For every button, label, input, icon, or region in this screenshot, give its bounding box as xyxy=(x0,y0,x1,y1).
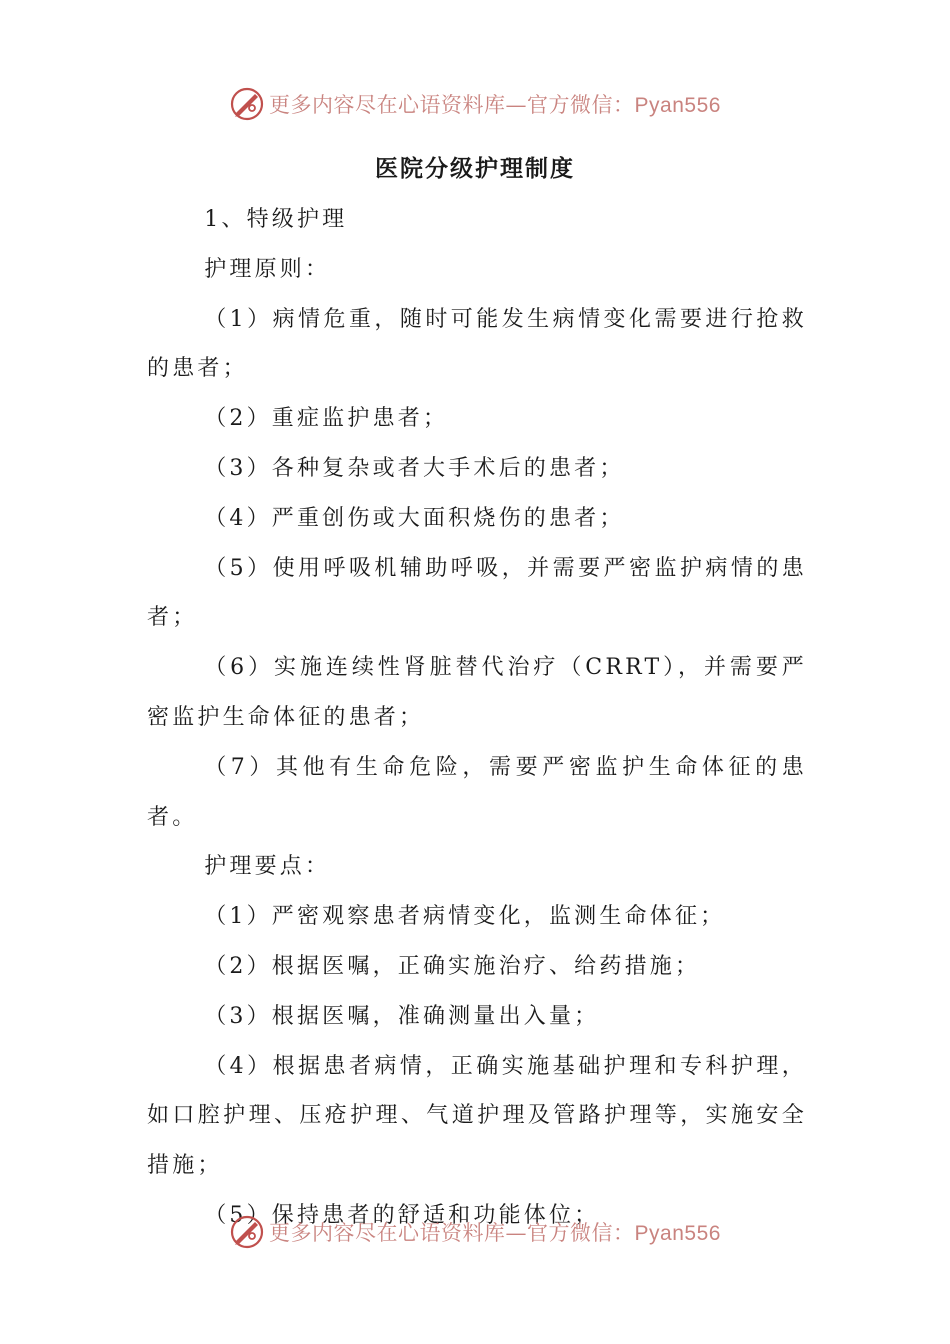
key-point-item: （2）根据医嘱，正确实施治疗、给药措施； xyxy=(204,953,701,979)
section-heading: 1、特级护理 xyxy=(204,207,348,232)
pen-logo-icon xyxy=(229,86,265,122)
wechat-id: Pyan556 xyxy=(634,1222,721,1245)
footer-banner xyxy=(0,1212,950,1252)
key-point-item: （3）根据医嘱，准确测量出入量； xyxy=(204,1003,600,1029)
document-body xyxy=(147,195,807,1241)
principle-item: （5）使用呼吸机辅助呼吸，并需要严密监护病情的患者； xyxy=(147,555,807,631)
principle-item: （3）各种复杂或者大手术后的患者； xyxy=(204,455,625,481)
pen-logo-icon xyxy=(229,1214,265,1250)
subheading-principles: 护理原则： xyxy=(204,256,331,282)
document-title: 医院分级护理制度 xyxy=(375,156,575,182)
principle-item: （4）严重创伤或大面积烧伤的患者； xyxy=(204,505,625,531)
subheading-key-points: 护理要点： xyxy=(204,854,331,880)
key-point-item: （1）严密观察患者病情变化，监测生命体征； xyxy=(204,904,726,930)
header-banner xyxy=(0,84,950,124)
principle-item: （1）病情危重，随时可能发生病情变化需要进行抢救的患者； xyxy=(147,306,807,382)
banner-text: 更多内容尽在心语资料库—官方微信：Pyan556 xyxy=(269,1221,721,1245)
key-point-item: （4）根据患者病情，正确实施基础护理和专科护理，如口腔护理、压疮护理、气道护理及管路护理等，实施安全措施； xyxy=(147,1053,807,1179)
wechat-id: Pyan556 xyxy=(634,94,721,117)
key-point-item: （5）保持患者的舒适和功能体位； xyxy=(204,1202,600,1228)
principle-item: （7）其他有生命危险，需要严密监护生命体征的患者。 xyxy=(147,754,807,830)
principle-item: （2）重症监护患者； xyxy=(204,406,449,432)
principle-item: （6）实施连续性肾脏替代治疗（CRRT），并需要严密监护生命体征的患者； xyxy=(147,655,807,730)
banner-text: 更多内容尽在心语资料库—官方微信：Pyan556 xyxy=(269,93,721,117)
